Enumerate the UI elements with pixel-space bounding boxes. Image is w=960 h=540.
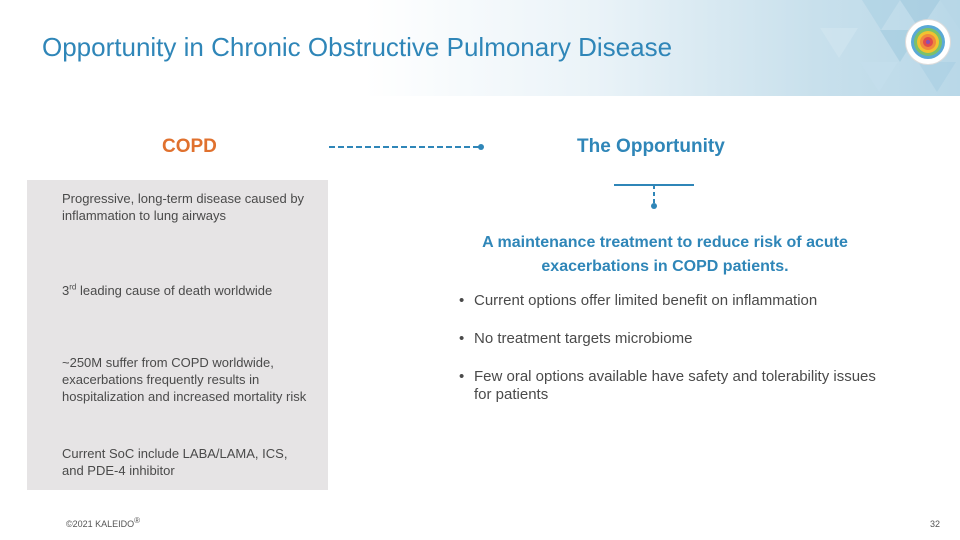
copd-facts-panel xyxy=(27,180,328,490)
copd-fact-3: ~250M suffer from COPD worldwide, exacerbations frequently results in hospitalization and increased mortality risk xyxy=(62,355,307,404)
page-title: Opportunity in Chronic Obstructive Pulmonary Disease xyxy=(42,32,673,62)
opportunity-bracket xyxy=(612,182,696,212)
opportunity-statement: A maintenance treatment to reduce risk of acute exacerbations in COPD patients. xyxy=(482,234,848,275)
copyright-footer: ©2021 KALEIDO® xyxy=(66,516,141,529)
bullet-item: • Few oral options available have safety and tolerability issues for patients xyxy=(459,368,876,403)
copd-fact-4: Current SoC include LABA/LAMA, ICS, and PDE-4 inhibitor xyxy=(62,446,288,478)
bullet-item: • No treatment targets microbiome xyxy=(459,330,693,347)
kaleido-logo-icon xyxy=(906,20,950,64)
copd-heading: COPD xyxy=(162,136,217,157)
opportunity-heading: The Opportunity xyxy=(577,136,725,157)
dashed-connector xyxy=(327,144,487,150)
bullet-glyph: • xyxy=(459,330,465,347)
bullet-glyph: • xyxy=(459,368,465,385)
bullet-glyph: • xyxy=(459,292,465,309)
opportunity-bullet-list xyxy=(459,292,879,404)
copd-fact-1: Progressive, long-term disease caused by inflammation to lung airways xyxy=(62,191,305,223)
page-number: 32 xyxy=(930,519,941,529)
copd-fact-2: 3rd leading cause of death worldwide xyxy=(62,282,273,298)
bullet-item: • Current options offer limited benefit on inflammation xyxy=(459,292,818,309)
